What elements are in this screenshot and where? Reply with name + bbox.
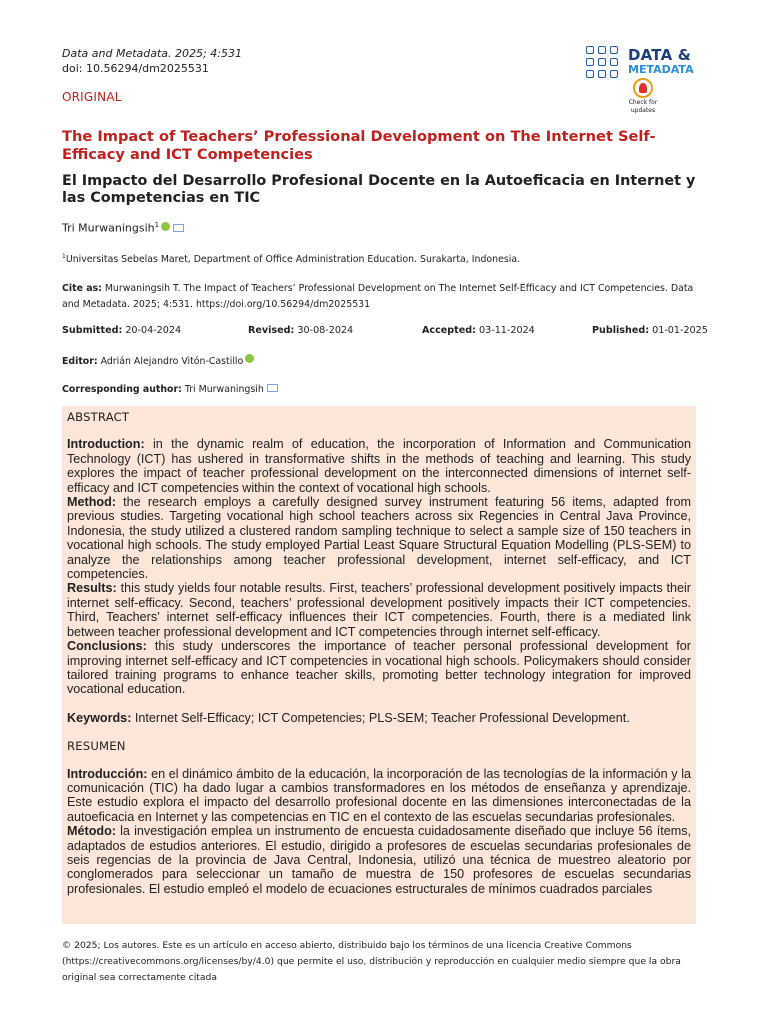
affiliation-text: Universitas Sebelas Maret, Department of Office Administration Education. Surakarta, Indonesia.	[65, 254, 521, 266]
published-value: 01-01-2025	[649, 325, 708, 336]
cite-label: Cite as:	[62, 283, 102, 294]
abstract-results-text: this study yields four notable results. First, teachers’ professional development positively impacts their internet self-efficacy. Second, teachers’ professional development positively impacts their ICT competencies. Third, Teachers’ internet self-efficacy influences their ICT competencies. Fourth, there is a mediated link between teacher professional development and ICT competencies through internet self-efficacy.	[67, 581, 691, 639]
resumen-method-text: la investigación emplea un instrumento de encuesta cuidadosamente diseñado que incluye 56 ítems, adaptados de estudios anteriores. El estudio, dirigido a profesores de escuelas secundarias profesionales de seis regencias de la provincia de Java Central, Indonesia, utilizó una técnica de muestreo aleatorio por conglomerados para seleccionar un tamaño de muestra de 150 profesores de escuelas secundarias profesionales. El estudio empleó el modelo de ecuaciones estructurales de mínimos cuadrados parciales	[67, 824, 691, 896]
resumen-intro-label: Introducción:	[67, 766, 148, 781]
journal-name: Data and Metadata	[62, 47, 169, 60]
author-name: Tri Murwaningsih	[62, 221, 155, 235]
dates-row	[62, 325, 708, 339]
submitted-value: 20-04-2024	[122, 325, 182, 336]
journal-issue: . 2025; 4:531	[168, 47, 242, 60]
journal-doi: doi: 10.56294/dm2025531	[62, 62, 209, 75]
abstract-conclusions-label: Conclusions:	[67, 639, 147, 654]
accepted-value: 03-11-2024	[475, 325, 535, 336]
journal-logo[interactable]	[586, 44, 706, 120]
abstract-conclusions	[67, 639, 691, 697]
abstract-content	[67, 410, 691, 896]
abstract-results-label: Results:	[67, 581, 117, 596]
abstract-method	[67, 495, 691, 581]
abstract-conclusions-text: this study underscores the importance of teacher personal professional development for improving internet self-efficacy and ICT competencies in vocational high schools. Policymakers should consider tailored training programs to enhance teacher skills, promoting better technology integration for improved vocational education.	[67, 639, 691, 697]
corresponding-name: Tri Murwaningsih	[181, 384, 264, 395]
abstract-keywords	[67, 711, 691, 725]
abstract-box	[62, 406, 696, 924]
title-english: The Impact of Teachers’ Professional Development on The Internet Self-Efficacy and ICT Competencies	[62, 128, 656, 163]
journal-header	[62, 46, 242, 76]
abstract-method-label: Method:	[67, 495, 116, 510]
affiliation-sup: 1	[62, 253, 66, 260]
grid-logo-icon	[586, 46, 622, 78]
revised-value: 30-08-2024	[294, 325, 354, 336]
accepted-date	[422, 325, 535, 336]
logo-line1: DATA &	[628, 46, 692, 64]
resumen-metodo	[67, 824, 691, 896]
revised-date	[248, 325, 353, 336]
abstract-introduction	[67, 437, 691, 495]
check-updates-line1: Check for	[628, 99, 658, 106]
revised-label: Revised:	[248, 325, 295, 336]
editor-label: Editor:	[62, 356, 98, 367]
editor-orcid-icon[interactable]	[245, 354, 254, 363]
orcid-icon[interactable]	[161, 222, 170, 231]
editor-name: Adrián Alejandro Vitón-Castillo	[97, 356, 244, 367]
resumen-method-label: Método:	[67, 824, 116, 839]
submitted-date	[62, 325, 181, 336]
affiliation	[62, 253, 520, 265]
title-spanish: El Impacto del Desarrollo Profesional Docente en la Autoeficacia en Internet y las Competencias en TIC	[62, 173, 696, 206]
corresponding-label: Corresponding author:	[62, 384, 182, 395]
cite-as	[62, 281, 708, 313]
published-label: Published:	[592, 325, 650, 336]
resumen-intro-text: en el dinámico ámbito de la educación, la incorporación de las tecnologías de la información y la comunicación (TIC) ha dado lugar a cambios transformadores en los métodos de enseñanza y aprendizaje. Este estudio explora el impacto del desarrollo profesional docente en las dimensiones interconectadas de la autoeficacia en Internet y las competencias en TIC en el contexto de las escuelas secundarias profesionales.	[67, 766, 691, 824]
abstract-results	[67, 581, 691, 639]
abstract-heading: ABSTRACT	[67, 410, 130, 424]
section-label: ORIGINAL	[62, 90, 122, 104]
logo-line2: METADATA	[628, 63, 694, 76]
cite-text: Murwaningsih T. The Impact of Teachers’ Professional Development on The Internet Self-Efficacy and ICT Competencies. Data and Metadata. 2025; 4:531. https://doi.org/10.56294/dm2025531	[62, 283, 694, 310]
abstract-intro-label: Introduction:	[67, 437, 145, 452]
accepted-label: Accepted:	[422, 325, 476, 336]
editor-line	[62, 354, 254, 367]
published-date	[592, 325, 708, 336]
abstract-intro-text: in the dynamic realm of education, the incorporation of Information and Communication Technology (ICT) has ushered in transformative shifts in the methods of teaching and learning. This study explores the impact of teacher professional development on the interconnected dimensions of internet self-efficacy and ICT competencies within the context of vocational high schools.	[67, 437, 691, 495]
mail-icon[interactable]	[173, 224, 184, 232]
resumen-introduccion	[67, 767, 691, 825]
check-updates-icon	[633, 78, 653, 98]
abstract-method-text: the research employs a carefully designed survey instrument featuring 56 items, adapted from previous studies. Targeting vocational high school teachers across six Regencies in Central Java Province, Indonesia, the study utilized a clustered random sampling technique to select a sample size of 150 teachers in vocational high schools. The study employed Partial Least Square Structural Equation Modelling (PLS-SEM) to analyze the relationships among teacher professional development, internet self-efficacy, and ICT competencies.	[67, 495, 691, 582]
submitted-label: Submitted:	[62, 325, 123, 336]
check-for-updates[interactable]	[626, 78, 660, 114]
corresponding-line	[62, 384, 278, 395]
author-line	[62, 221, 184, 235]
check-updates-line2: updates	[630, 107, 656, 114]
corresponding-mail-icon[interactable]	[267, 384, 278, 392]
resumen-heading: RESUMEN	[67, 739, 126, 754]
abstract-keywords-text: Internet Self-Efficacy; ICT Competencies; PLS-SEM; Teacher Professional Development.	[131, 710, 630, 725]
abstract-keywords-label: Keywords:	[67, 710, 132, 725]
author-sup: 1	[154, 221, 160, 229]
license-footer: © 2025; Los autores. Este es un artículo en acceso abierto, distribuido bajo los términos de una licencia Creative Commons (https://creativecommons.org/licenses/by/4.0) que permite el uso, distribución y reproducción en cualquier medio siempre que la obra original sea correctamente citada	[62, 940, 681, 983]
